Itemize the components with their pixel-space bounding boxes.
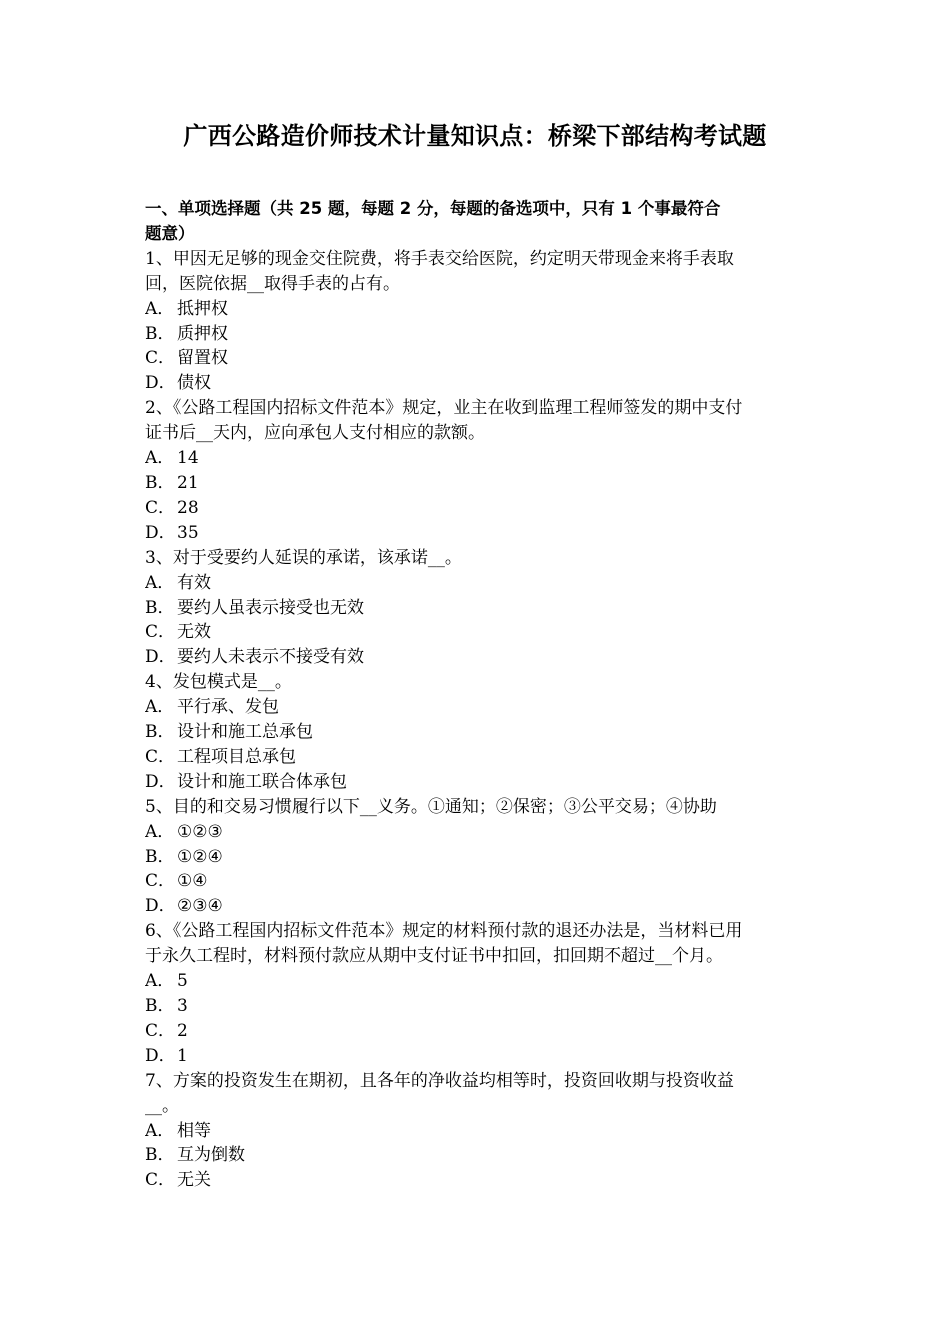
answer-option bbox=[145, 969, 810, 994]
option-letter: A． bbox=[145, 697, 175, 718]
answer-option bbox=[145, 471, 810, 496]
option-letter: B． bbox=[145, 846, 175, 867]
option-letter: C． bbox=[145, 1170, 176, 1191]
question-text-line: 证书后__天内，应向承包人支付相应的款额。 bbox=[145, 423, 485, 444]
question-block bbox=[145, 1069, 810, 1194]
answer-option bbox=[145, 994, 810, 1019]
answer-option bbox=[145, 322, 810, 347]
question-text-line: 4、发包模式是__。 bbox=[145, 672, 292, 693]
option-letter: C． bbox=[145, 622, 176, 643]
option-text: 无效 bbox=[177, 622, 211, 643]
option-text: 互为倒数 bbox=[177, 1145, 245, 1166]
option-text: 质押权 bbox=[177, 323, 228, 344]
option-letter: A． bbox=[145, 448, 175, 469]
option-text: 平行承、发包 bbox=[177, 697, 279, 718]
answer-option bbox=[145, 695, 810, 720]
question-block bbox=[145, 919, 810, 1068]
section-heading bbox=[145, 197, 810, 247]
question-text-line: 7、方案的投资发生在期初，且各年的净收益均相等时，投资回收期与投资收益 bbox=[145, 1070, 734, 1091]
answer-option bbox=[145, 1019, 810, 1044]
question-block bbox=[145, 670, 810, 795]
option-text: 债权 bbox=[177, 373, 211, 394]
option-letter: D． bbox=[145, 896, 176, 917]
question-block bbox=[145, 247, 810, 396]
document-title: 广西公路造价师技术计量知识点：桥梁下部结构考试题 bbox=[183, 122, 767, 150]
option-text: 35 bbox=[177, 522, 199, 543]
option-text: 留置权 bbox=[177, 348, 228, 369]
option-text: 有效 bbox=[177, 572, 211, 593]
answer-option bbox=[145, 371, 810, 396]
question-text-line: 5、目的和交易习惯履行以下__义务。①通知；②保密；③公平交易；④协助 bbox=[145, 796, 717, 817]
option-letter: D． bbox=[145, 373, 176, 394]
answer-option bbox=[145, 869, 810, 894]
option-text: 3 bbox=[177, 996, 188, 1016]
option-text: 1 bbox=[177, 1045, 188, 1066]
answer-option bbox=[145, 1143, 810, 1168]
answer-option bbox=[145, 1168, 810, 1193]
option-text: 抵押权 bbox=[177, 298, 228, 319]
option-letter: C． bbox=[145, 1020, 176, 1041]
option-letter: A． bbox=[145, 821, 175, 842]
answer-option bbox=[145, 346, 810, 371]
option-letter: C． bbox=[145, 497, 176, 518]
option-letter: D． bbox=[145, 1045, 176, 1066]
option-letter: A． bbox=[145, 971, 175, 992]
answer-option bbox=[145, 521, 810, 546]
option-letter: A． bbox=[145, 298, 175, 319]
document-body bbox=[145, 197, 810, 1193]
option-text: 无关 bbox=[177, 1170, 211, 1191]
option-text: ②③④ bbox=[177, 896, 223, 917]
option-text: 5 bbox=[177, 971, 188, 992]
option-letter: B． bbox=[145, 996, 175, 1016]
question-text-line: 6、《公路工程国内招标文件范本》规定的材料预付款的退还办法是，当材料已用 bbox=[145, 921, 743, 942]
question-text-line: 2、《公路工程国内招标文件范本》规定，业主在收到监理工程师签发的期中支付 bbox=[145, 398, 743, 419]
question-block bbox=[145, 546, 810, 671]
answer-option bbox=[145, 620, 810, 645]
option-text: 设计和施工总承包 bbox=[177, 722, 313, 743]
answer-option bbox=[145, 297, 810, 322]
option-letter: A． bbox=[145, 1120, 175, 1141]
answer-option bbox=[145, 845, 810, 870]
option-text: 设计和施工联合体承包 bbox=[177, 771, 347, 792]
option-letter: D． bbox=[145, 771, 176, 792]
question-text-line: 回，医院依据__取得手表的占有。 bbox=[145, 273, 400, 294]
answer-option bbox=[145, 745, 810, 770]
answer-option bbox=[145, 720, 810, 745]
answer-option bbox=[145, 571, 810, 596]
section-heading-line: 题意） bbox=[145, 223, 195, 243]
option-letter: B． bbox=[145, 1145, 175, 1166]
option-text: 21 bbox=[177, 472, 199, 493]
option-text: 14 bbox=[177, 448, 199, 469]
question-text-line: __。 bbox=[145, 1095, 179, 1116]
question-text-line: 3、对于受要约人延误的承诺，该承诺__。 bbox=[145, 547, 462, 568]
option-letter: B． bbox=[145, 323, 175, 344]
option-letter: C． bbox=[145, 348, 176, 369]
question-block bbox=[145, 795, 810, 920]
option-text: 2 bbox=[177, 1020, 188, 1041]
option-text: 要约人未表示不接受有效 bbox=[177, 647, 364, 668]
answer-option bbox=[145, 820, 810, 845]
option-letter: A． bbox=[145, 572, 175, 593]
option-letter: C． bbox=[145, 871, 176, 892]
option-text: 28 bbox=[177, 497, 199, 518]
option-letter: B． bbox=[145, 722, 175, 743]
answer-option bbox=[145, 496, 810, 521]
option-text: ①②③ bbox=[177, 821, 223, 842]
option-letter: D． bbox=[145, 522, 176, 543]
option-text: 工程项目总承包 bbox=[177, 746, 296, 767]
option-text: 要约人虽表示接受也无效 bbox=[177, 597, 364, 618]
answer-option bbox=[145, 894, 810, 919]
option-letter: B． bbox=[145, 597, 175, 618]
question-block bbox=[145, 396, 810, 545]
option-letter: C． bbox=[145, 746, 176, 767]
answer-option bbox=[145, 645, 810, 670]
option-text: ①②④ bbox=[177, 846, 223, 867]
option-letter: B． bbox=[145, 472, 175, 493]
answer-option bbox=[145, 770, 810, 795]
answer-option bbox=[145, 1119, 810, 1144]
question-text-line: 于永久工程时，材料预付款应从期中支付证书中扣回，扣回期不超过__个月。 bbox=[145, 946, 723, 967]
option-text: ①④ bbox=[177, 871, 208, 892]
question-text-line: 1、甲因无足够的现金交住院费，将手表交给医院，约定明天带现金来将手表取 bbox=[145, 248, 734, 269]
option-letter: D． bbox=[145, 647, 176, 668]
section-heading-line: 一、单项选择题（共 25 题，每题 2 分，每题的备选项中，只有 1 个事最符合 bbox=[145, 199, 721, 218]
answer-option bbox=[145, 596, 810, 621]
answer-option bbox=[145, 1044, 810, 1069]
option-text: 相等 bbox=[177, 1120, 211, 1141]
answer-option bbox=[145, 446, 810, 471]
